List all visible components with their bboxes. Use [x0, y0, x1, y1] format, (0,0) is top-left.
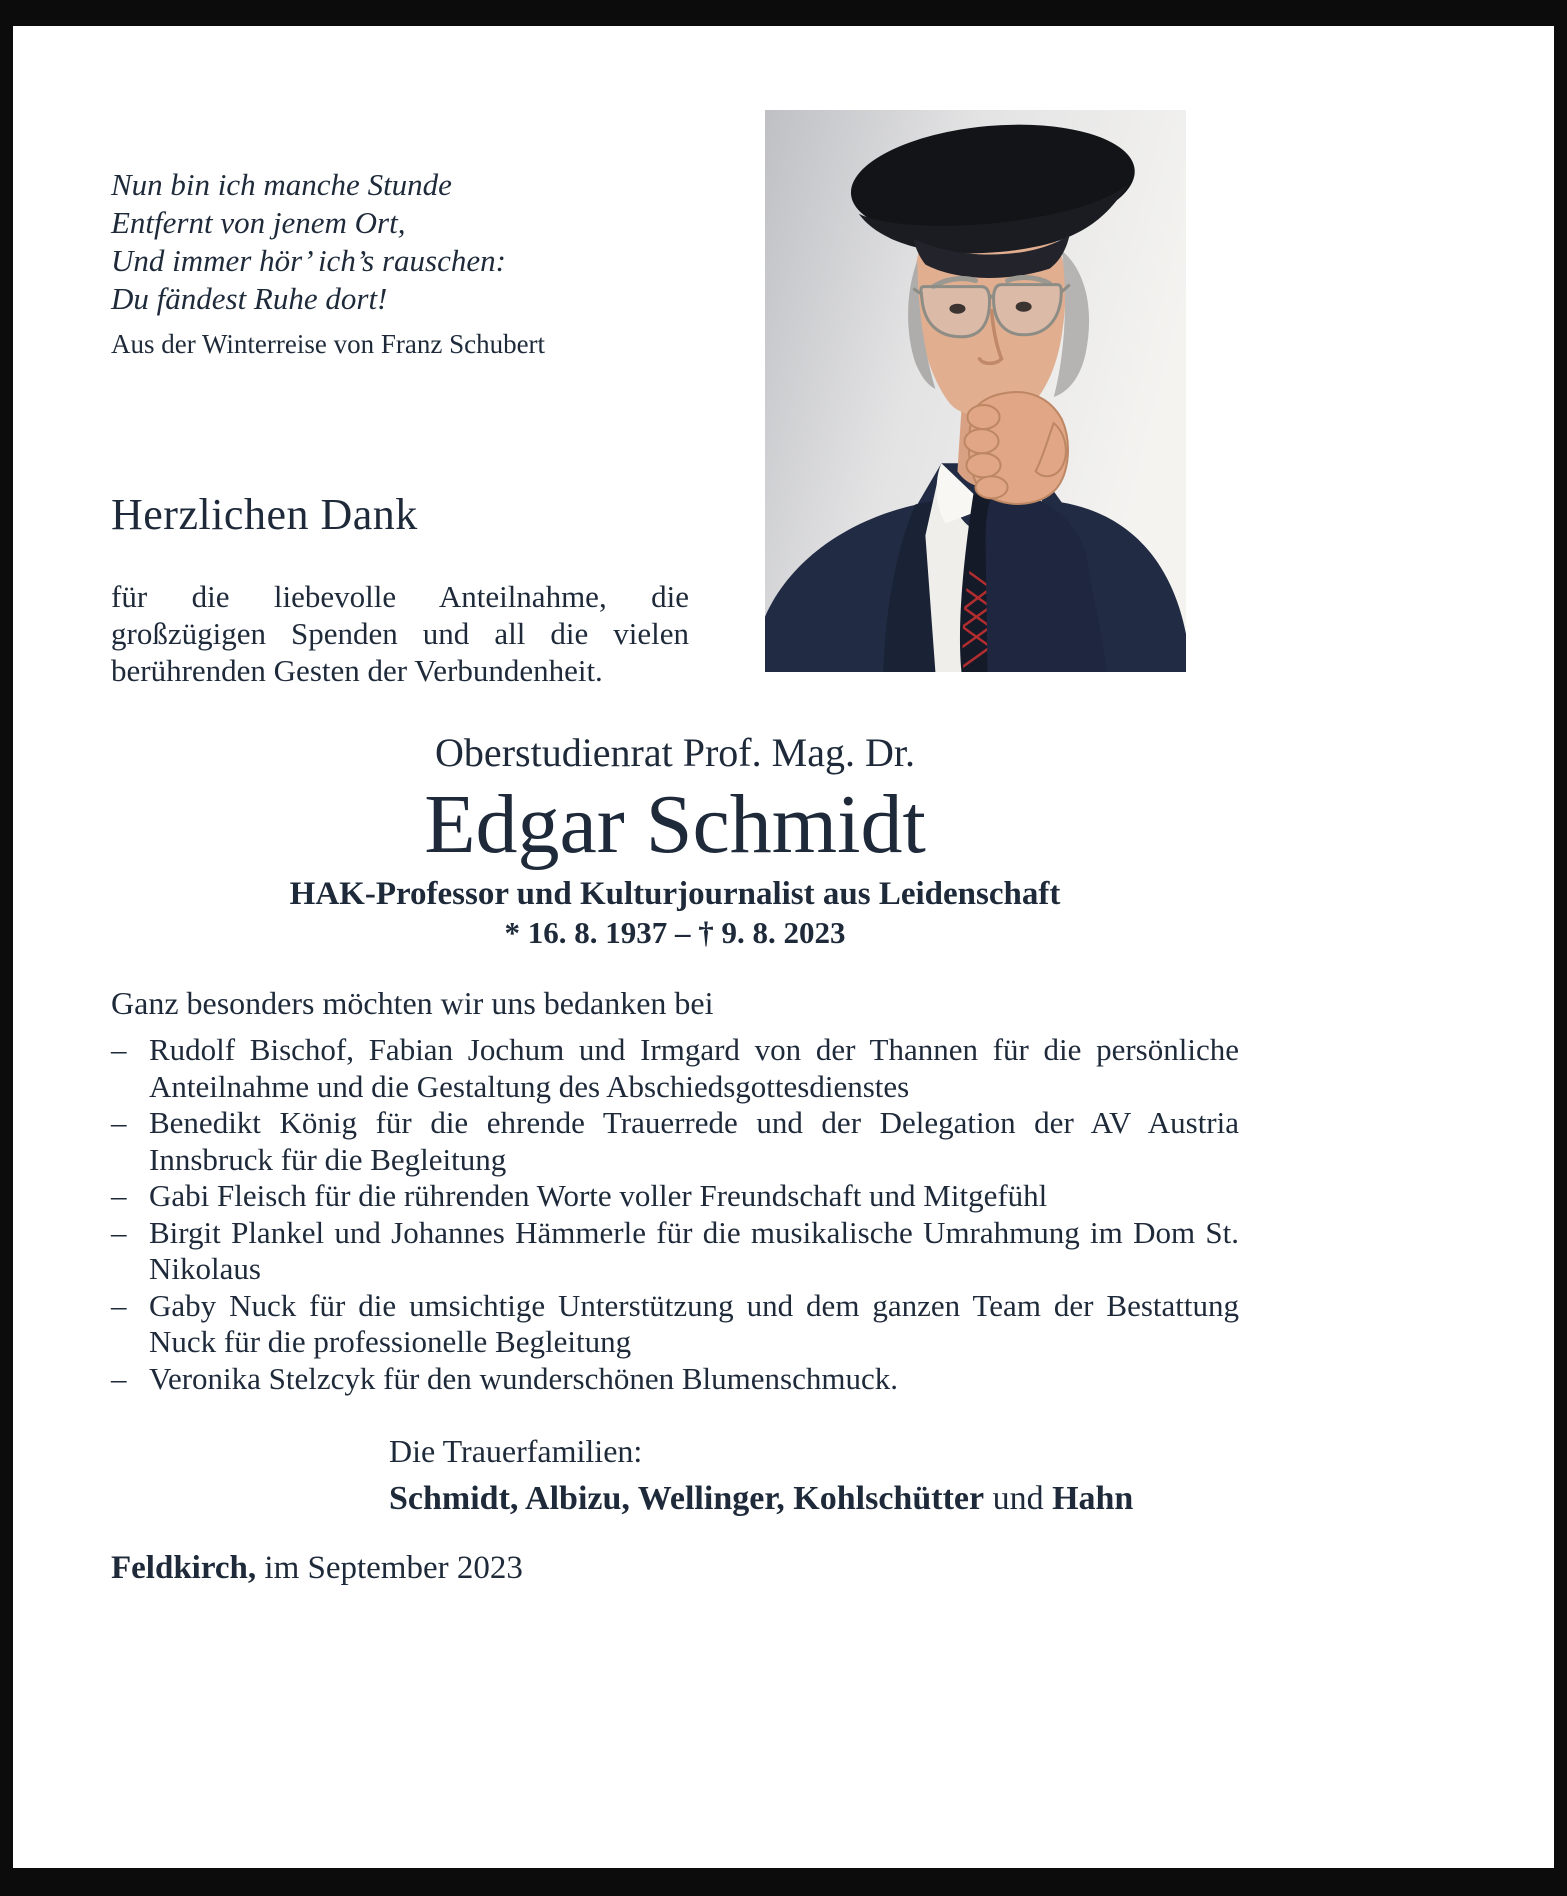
obituary-content — [111, 26, 1239, 1587]
poem-line: Entfernt von jenem Ort, — [111, 205, 406, 240]
families-names — [389, 1480, 1239, 1518]
list-item-text: Veronika Stelzcyk für den wunderschönen Blumenschmuck. — [149, 1360, 898, 1396]
acknowledgements-list — [111, 1032, 1239, 1397]
deceased-title: Oberstudienrat Prof. Mag. Dr. — [435, 730, 915, 775]
list-item — [111, 1361, 1239, 1398]
poem-line: Und immer hör’ ich’s rauschen: — [111, 243, 506, 278]
poem — [111, 166, 1239, 363]
family-name-hahn: Hahn — [1052, 1480, 1134, 1518]
list-item — [111, 1288, 1239, 1361]
poem-attribution: Aus der Winterreise von Franz Schubert — [111, 329, 546, 359]
place: Feldkirch, — [111, 1550, 257, 1587]
dash-marker: – — [111, 1360, 127, 1396]
thanks-heading: Herzlichen Dank — [111, 490, 418, 539]
deceased-dates: * 16. 8. 1937 – † 9. 8. 2023 — [504, 915, 846, 951]
thanks-body: für die liebevolle Anteilnahme, die großzügigen Spenden und all die vielen berührenden Gesten der Verbundenheit. — [111, 579, 689, 688]
list-item-text: Benedikt König für die ehrende Trauerrede und der Delegation der AV Austria Innsbruck für die Begleitung — [149, 1105, 1239, 1177]
deceased-block — [111, 729, 1239, 951]
list-item — [111, 1105, 1239, 1178]
dash-marker: – — [111, 1178, 127, 1214]
list-item-text: Gaby Nuck für die umsichtige Unterstützung und dem ganzen Team der Bestattung Nuck für die professionelle Begleitung — [149, 1287, 1239, 1360]
dash-marker: – — [111, 1105, 127, 1141]
deceased-subtitle: HAK-Professor und Kulturjournalist aus Leidenschaft — [289, 876, 1061, 913]
date: im September 2023 — [264, 1550, 523, 1587]
deceased-name: Edgar Schmidt — [424, 778, 926, 871]
acknowledgements-intro: Ganz besonders möchten wir uns bedanken bei — [111, 985, 714, 1022]
dash-marker: – — [111, 1032, 127, 1068]
dash-marker: – — [111, 1214, 127, 1250]
dash-marker: – — [111, 1287, 127, 1323]
family-names-bold: Schmidt, Albizu, Wellinger, Kohlschütter — [389, 1480, 985, 1518]
list-item-text: Rudolf Bischof, Fabian Jochum und Irmgard von der Thannen für die persönliche Anteilnahme und die Gestaltung des Abschiedsgottesdienstes — [149, 1032, 1239, 1104]
list-item-text: Birgit Plankel und Johannes Hämmerle für die musikalische Umrahmung im Dom St. Nikolaus — [149, 1214, 1239, 1287]
mourning-families — [389, 1433, 1239, 1518]
list-item — [111, 1178, 1239, 1215]
families-label: Die Trauerfamilien: — [389, 1433, 643, 1470]
poem-line: Du fändest Ruhe dort! — [111, 281, 388, 316]
place-and-date — [111, 1550, 1239, 1587]
conjunction: und — [992, 1480, 1044, 1518]
poem-line: Nun bin ich manche Stunde — [111, 167, 452, 202]
list-item — [111, 1215, 1239, 1288]
list-item — [111, 1032, 1239, 1105]
list-item-text: Gabi Fleisch für die rührenden Worte voller Freundschaft und Mitgefühl — [149, 1178, 1048, 1214]
